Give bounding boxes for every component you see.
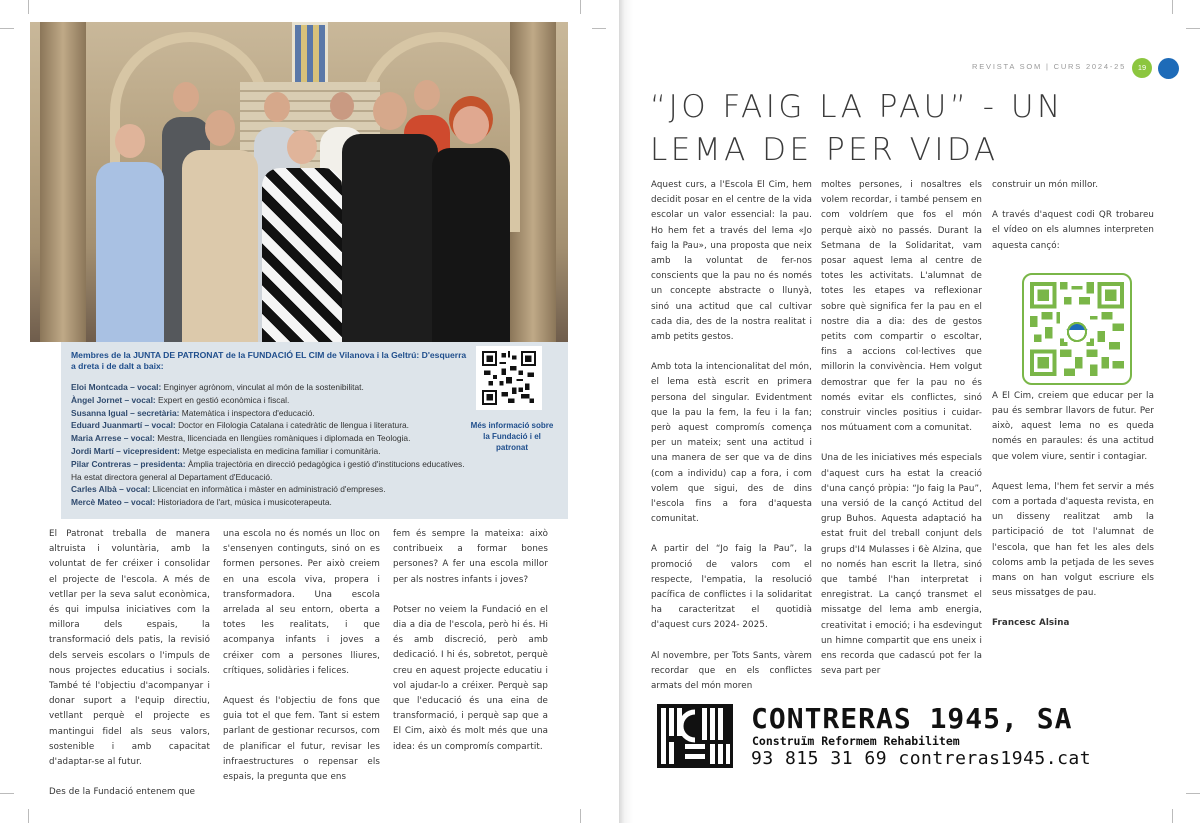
ad-contact[interactable]: 93 815 31 69 contreras1945.cat — [751, 748, 1092, 769]
member-entry: Susanna Igual – secretària: Matemàtica i inspectora d'educació. — [71, 407, 315, 418]
paragraph: A partir del “Jo faig la Pau”, la promoció de valors com el respecte, l'empatia, la resolució pacífica de conflictes i la solidaritat ha caracteritzat el quotidià d'aquest curs 2024- 2025. — [651, 544, 812, 631]
qr-code-video[interactable] — [1022, 273, 1132, 385]
member-entry: Eduard Juanmartí – vocal: Doctor en Filologia Catalana i catedràtic de llengua i literatura. — [71, 420, 409, 431]
member-entry: Eloi Montcada – vocal: Enginyer agrònom, vinculat al món de la sostenibilitat. — [71, 382, 364, 392]
person — [182, 110, 258, 342]
crop-mark — [1172, 0, 1173, 14]
stained-glass-window — [292, 22, 328, 86]
person — [342, 92, 438, 342]
running-header: REVISTA SOM | CURS 2024-25 — [972, 62, 1127, 71]
crop-mark — [1186, 793, 1200, 794]
left-text-column-1 — [49, 527, 210, 815]
crop-mark — [28, 0, 29, 14]
crop-mark — [28, 809, 29, 823]
crop-mark — [0, 793, 14, 794]
member-entry: Carles Albà – vocal: Llicenciat en informàtica i màster en administració d'empreses. — [71, 484, 386, 495]
right-text-column-2 — [821, 178, 982, 695]
caption-title: Membres de la JUNTA DE PATRONAT de la FUNDACIÓ EL CIM de Vilanova i la Geltrú: D'esquerra a dreta i de dalt a baix: — [71, 350, 467, 371]
page-gutter — [619, 0, 633, 823]
headline-line: “JO FAIG LA PAU” - UN — [650, 89, 1064, 125]
photo-column — [40, 22, 86, 342]
left-text-column-3 — [393, 527, 548, 770]
member-entry: Àngel Jornet – vocal: Expert en gestió econòmica i fiscal. — [71, 394, 290, 405]
crop-mark — [580, 809, 581, 823]
crop-mark — [0, 28, 14, 29]
left-text-column-2 — [223, 527, 380, 800]
contreras-advertisement[interactable] — [655, 700, 1145, 772]
article-headline — [650, 86, 1070, 172]
paragraph: construir un món millor. — [992, 180, 1099, 190]
paragraph: Una de les iniciatives més especials d'aquest curs ha estat la creació d'una cançó pròpia: “Jo faig la Pau”, una versió de la cançó Actitud del grup Buhos. Aquesta adaptació ha estat fruit del treball conjunt dels grups d'I4 Mulasses i 6è Alzina, que no només han escrit la lletra, sinó que també l'han interpretat i enregistrat. La cançó transmet el missatge del lema amb energia, creativitat i emoció; i ha esdevingut un himne compartit que ens uneix i ens recorda que cadascú pot fer la seva part per — [821, 453, 982, 677]
paragraph: Aquest curs, a l'Escola El Cim, hem decidit posar en el centre de la vida escolar un valor essencial: la pau. Ho hem fet a través del lema «Jo faig la Pau», una proposta que neix amb la voluntat de fer-nos conscients que la pau no és només un concepte abstracte o llunyà, sinó una actitud que cal cultivar cada dia, des de la nostra realitat i amb petits gestos. — [651, 180, 812, 343]
paragraph: A través d'aquest codi QR trobareu el vídeo on els alumnes interpreten aquesta cançó: — [992, 210, 1154, 251]
crop-mark — [580, 0, 581, 14]
member-entry: Maria Arrese – vocal: Mestra, llicenciada en llengües romàniques i diplomada en Teologia. — [71, 433, 411, 444]
qr-code-foundation[interactable] — [476, 346, 542, 410]
paragraph: Aquest és l'objectiu de fons que guia tot el que fem. Tant si estem parlant de gestionar recursos, com de planificar el futur, revisar les infraestructures o repensar els espais, la pregunta que ens — [223, 696, 380, 783]
paragraph: A El Cim, creiem que educar per la pau és sembrar llavors de futur. Per això, aquest lema no es queda només en paraules: és una actitud que volem viure, sentir i contagiar. — [992, 390, 1154, 462]
page-number: 19 — [1132, 58, 1152, 78]
ad-company-name: CONTRERAS 1945, SA — [751, 702, 1073, 735]
paragraph: moltes persones, i nosaltres els volem recordar, i també pensem en com voldríem que fos el món perquè això no passés. Durant la Setmana de la Solidaritat, vam posar aquest lema al centre de totes les activitats. L'alumnat de totes les etapes va reflexionar sobre què significa fer la pau en el nostre dia a dia: des de gestos petits com compartir o escoltar, fins a accions col·lectives que millorin la convivència. Hem volgut demostrar que fer la pau no és només evitar els conflictes, sinó construir vincles positius i cuidar-nos mútuament com a comunitat. — [821, 180, 982, 434]
paragraph: Des de la Fundació entenem que — [49, 787, 196, 798]
right-text-column-3 — [992, 178, 1154, 647]
group-photo — [30, 22, 568, 342]
ad-tagline: Construïm Reformem Rehabilitem — [752, 734, 960, 748]
qr-caption: Més informació sobre la Fundació i el patronat — [470, 421, 554, 452]
members-list — [71, 381, 466, 509]
headline-line: LEMA DE PER VIDA — [650, 132, 999, 168]
crop-mark — [1186, 28, 1200, 29]
page-dot — [1158, 58, 1179, 79]
member-entry: Jordi Martí – vicepresident: Metge especialista en medicina familiar i comunitària. — [71, 445, 381, 456]
person — [262, 130, 342, 342]
right-text-column-1 — [651, 178, 812, 709]
paragraph: una escola no és només un lloc on s'ensenyen continguts, sinó on es formen persones. Per això creiem en una escola viva, propera i transformadora. Una escola arrelada al seu entorn, oberta a totes les realitats, i que acompanya infants i joves a créixer com a persones lliures, crítiques, solidàries i felices. — [223, 529, 380, 676]
crop-mark — [592, 28, 606, 29]
qr-code-icon — [481, 351, 537, 405]
paragraph: Aquest lema, l'hem fet servir a més com a portada d'aquesta revista, en un disseny realitzat amb la participació de tot l'alumnat de l'escola, que han fet les ales dels coloms amb la petjada de les seves mans on han volgut escriure els seus missatges de pau. — [992, 481, 1154, 599]
author-signature: Francesc Alsina — [992, 618, 1070, 629]
paragraph: fem és sempre la mateixa: això contribueix a formar bones persones? A fer una escola millor per als nostres infants i joves? — [393, 529, 548, 585]
member-entry: Pilar Contreras – presidenta: Àmplia trajectòria en direcció pedagògica i gestió d'institucions educatives. Ha estat directora general al Departament d'Educació. — [71, 458, 465, 482]
member-entry: Mercè Mateo – vocal: Historiadora de l'art, música i musicoterapeuta. — [71, 497, 332, 508]
qr-code-icon — [1030, 281, 1124, 377]
paragraph: Potser no veiem la Fundació en el dia a dia de l'escola, però hi és. Hi és amb discreció, però amb dedicació. I hi és, sobretot, perquè creu en aquest projecte educatiu i vol ajudar-lo a créixer. Perquè sap que l'educació és una eina de transformació, i perquè sap que a El Cim, això és molt més que una idea: és un compromís compartit. — [393, 604, 548, 752]
paragraph: Amb tota la intencionalitat del món, el lema està escrit en primera persona del singular. Evidentment que la pau la fem, la feu i la fan; però aquest compromís comença per un mateix; sent una actitud i una manera de ser que va de dins (com a individu) cap a fora, i com volem que sigui, des de dins l'escola fins a fora d'aquesta comunitat. — [651, 362, 812, 525]
person — [432, 106, 510, 342]
person — [96, 124, 164, 342]
crop-mark — [1172, 809, 1173, 823]
paragraph: El Patronat treballa de manera altruista i voluntària, amb la voluntat de fer créixer i consolidar el projecte de l'escola. A més de vetllar per la seva salut econòmica, és qui impulsa iniciatives com la millora dels espais, la transformació dels patis, la revisió dels serveis escolars o l'impuls de nous projectes educatius i socials. També té l'objectiu d'acompanyar i donar suport a l'equip directiu, vetllant perquè el projecte es mantingui fidel als seus valors, sostenible i amb capacitat d'adaptar-se al futur. — [49, 529, 210, 768]
contreras-logo-icon — [657, 704, 733, 768]
paragraph: Al novembre, per Tots Sants, vàrem recordar que en els conflictes armats del món moren — [651, 650, 812, 692]
